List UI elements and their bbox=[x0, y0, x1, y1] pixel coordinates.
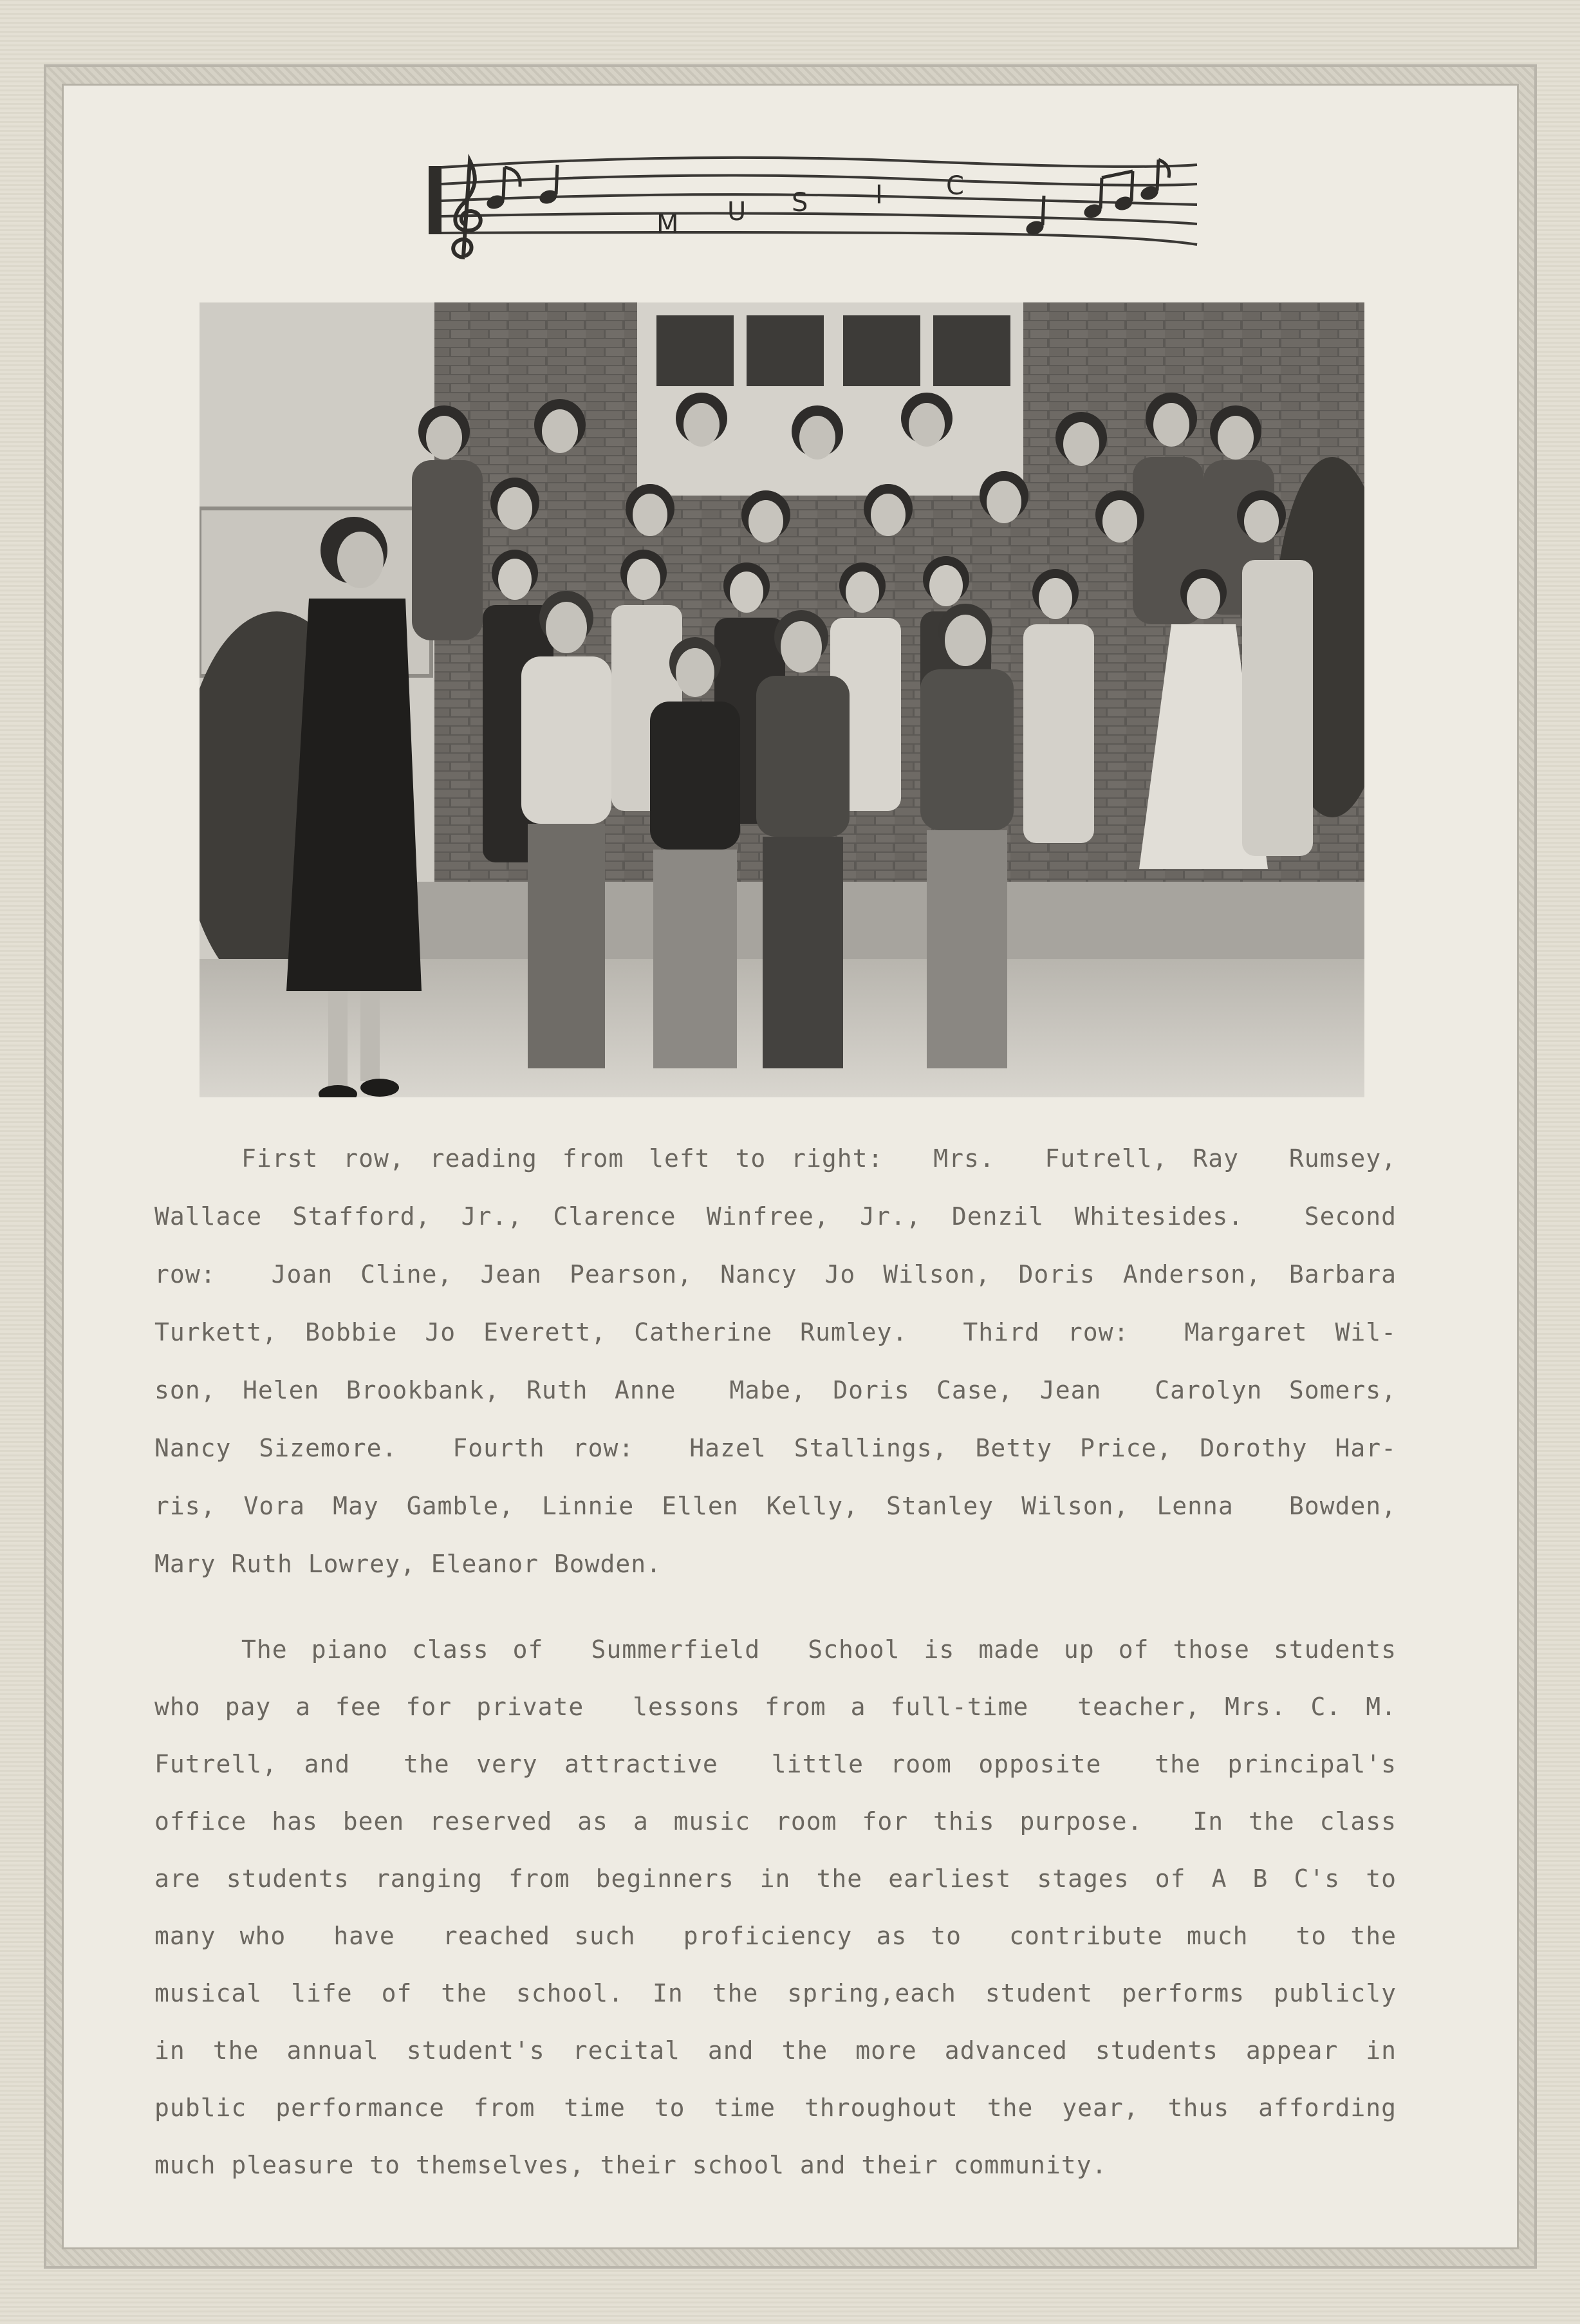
header-letter-c: C bbox=[946, 171, 964, 201]
caption-line: ris, Vora May Gamble, Linnie Ellen Kelly, Stanley Wilson, Lenna Bowden, bbox=[154, 1492, 1397, 1520]
header-letter-s: S bbox=[792, 188, 808, 218]
caption-line: Mary Ruth Lowrey, Eleanor Bowden. bbox=[154, 1550, 662, 1578]
caption-line: Turkett, Bobbie Jo Everett, Catherine Rumley. Third row: Margaret Wil- bbox=[154, 1318, 1397, 1346]
body-line: much pleasure to themselves, their school and their community. bbox=[154, 2151, 1108, 2179]
body-line: public performance from time to time throughout the year, thus affording bbox=[154, 2094, 1397, 2122]
header-letter-u: U bbox=[727, 197, 747, 227]
body-line: Futrell, and the very attractive little room opposite the principal's bbox=[154, 1750, 1397, 1778]
header-letter-i: I bbox=[875, 180, 883, 210]
caption-line: Wallace Stafford, Jr., Clarence Winfree, Jr., Denzil Whitesides. Second bbox=[154, 1202, 1397, 1231]
caption-line: First row, reading from left to right: Mrs. Futrell, Ray Rumsey, bbox=[241, 1144, 1397, 1173]
staff-bar bbox=[429, 166, 441, 234]
body-line: who pay a fee for private lessons from a full-time teacher, Mrs. C. M. bbox=[154, 1693, 1397, 1721]
body-paragraph bbox=[154, 1630, 1397, 2209]
caption-line: Nancy Sizemore. Fourth row: Hazel Stallings, Betty Price, Dorothy Har- bbox=[154, 1434, 1397, 1462]
caption-line: son, Helen Brookbank, Ruth Anne Mabe, Doris Case, Jean Carolyn Somers, bbox=[154, 1376, 1397, 1404]
treble-clef-icon bbox=[453, 161, 481, 257]
header-letter-m: M bbox=[656, 210, 679, 239]
photo-caption bbox=[154, 1139, 1397, 1578]
body-line: many who have reached such proficiency as to contribute much to the bbox=[154, 1922, 1397, 1950]
body-line: The piano class of Summerfield School is made up of those students bbox=[241, 1635, 1397, 1664]
music-header-banner bbox=[425, 148, 1210, 270]
caption-line: row: Joan Cline, Jean Pearson, Nancy Jo Wilson, Doris Anderson, Barbara bbox=[154, 1260, 1397, 1288]
body-line: musical life of the school. In the spring,each student performs publicly bbox=[154, 1979, 1397, 2007]
music-staff-graphic bbox=[425, 148, 1210, 270]
body-line: are students ranging from beginners in the earliest stages of A B C's to bbox=[154, 1864, 1397, 1893]
body-line: office has been reserved as a music room for this purpose. In the class bbox=[154, 1807, 1397, 1836]
group-photo bbox=[200, 302, 1364, 1097]
body-line: in the annual student's recital and the more advanced students appear in bbox=[154, 2036, 1397, 2065]
